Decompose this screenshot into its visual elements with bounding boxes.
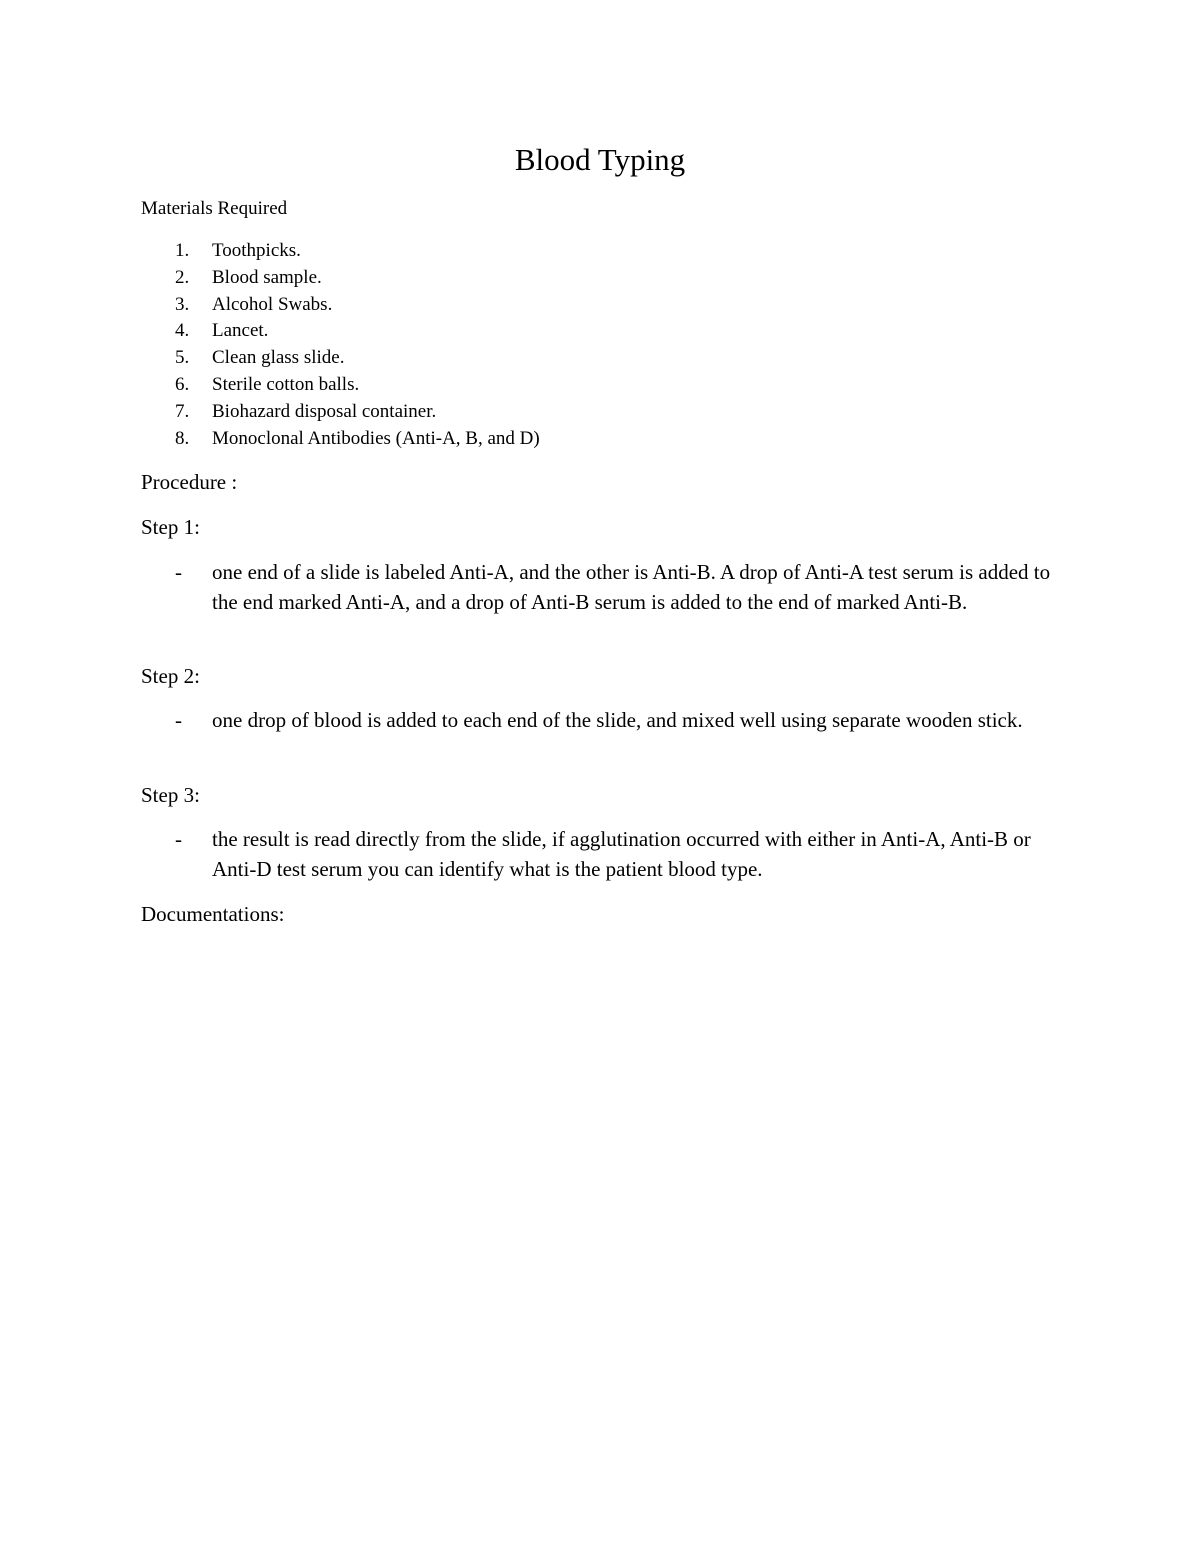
bullet-dash: - [175, 827, 182, 851]
list-item [141, 426, 1141, 453]
list-number: 6. [175, 373, 190, 395]
step-1-bullet [141, 558, 1071, 617]
list-number: 2. [175, 266, 190, 288]
documentations-heading: Documentations: [141, 902, 285, 926]
list-item [141, 238, 1141, 265]
step-2-bullet [141, 706, 1071, 736]
list-item [141, 372, 1141, 399]
step-3-text: the result is read directly from the slide, if agglutination occurred with either in Anti-A, Anti-B or Anti-D test serum you can identify what is the patient blood type. [212, 827, 1031, 881]
list-item-text: Alcohol Swabs. [212, 293, 333, 315]
step-1-label: Step 1: [141, 515, 200, 539]
bullet-dash: - [175, 708, 182, 732]
step-3-bullet [141, 825, 1071, 884]
list-item [141, 345, 1141, 372]
list-item-text: Sterile cotton balls. [212, 373, 360, 395]
list-number: 8. [175, 427, 190, 449]
step-2-label: Step 2: [141, 664, 200, 688]
list-number: 5. [175, 347, 190, 369]
list-item-text: Biohazard disposal container. [212, 400, 437, 422]
list-number: 3. [175, 293, 190, 315]
list-number: 7. [175, 400, 190, 422]
list-item-text: Toothpicks. [212, 240, 301, 261]
materials-list [141, 238, 1141, 452]
document-title: Blood Typing [514, 142, 686, 177]
list-number: 4. [175, 320, 190, 342]
list-item-text: Lancet. [212, 320, 269, 342]
bullet-dash: - [175, 560, 182, 584]
step-3-label: Step 3: [141, 783, 200, 807]
procedure-heading: Procedure : [141, 470, 238, 494]
step-2-text: one drop of blood is added to each end of the slide, and mixed well using separate wooden stick. [212, 708, 1023, 732]
list-item [141, 292, 1141, 319]
list-item-text: Monoclonal Antibodies (Anti-A, B, and D) [212, 427, 540, 449]
list-item-text: Clean glass slide. [212, 347, 345, 369]
list-item [141, 399, 1141, 426]
step-1-text: one end of a slide is labeled Anti-A, and the other is Anti-B. A drop of Anti-A test serum is added to the end marked Anti-A, and a drop of Anti-B serum is added to the end of marked Anti-B. [212, 560, 1051, 614]
list-number: 1. [175, 240, 190, 261]
materials-heading: Materials Required [141, 198, 288, 219]
list-item [141, 318, 1141, 345]
list-item-text: Blood sample. [212, 266, 322, 288]
list-item [141, 265, 1141, 292]
